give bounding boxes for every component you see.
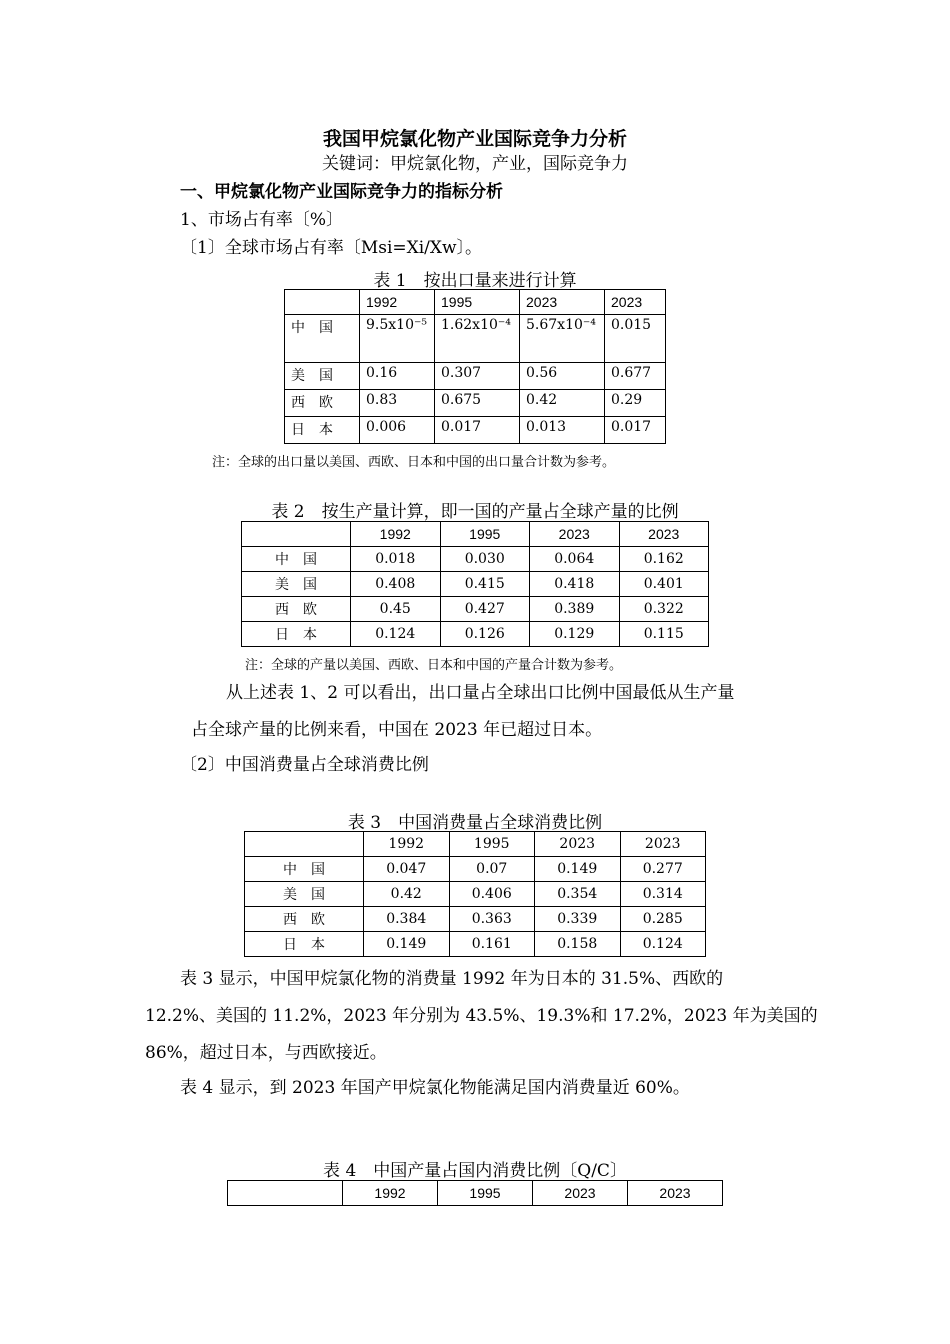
table1-header-blank xyxy=(285,290,360,315)
table3-cell: 0.406 xyxy=(449,882,535,907)
table1-row-label: 西 欧 xyxy=(285,390,360,417)
table4-header-blank xyxy=(228,1181,343,1206)
table2-cell: 0.401 xyxy=(619,572,709,597)
table4-caption: 表 4 中国产量占国内消费比例〔Q/C〕 xyxy=(323,1161,627,1181)
table1-note: 注：全球的出口量以美国、西欧、日本和中国的出口量合计数为参考。 xyxy=(212,455,616,470)
table2-cell: 0.129 xyxy=(530,622,620,647)
table3-header: 1992 xyxy=(364,832,450,857)
table3-row-label: 中 国 xyxy=(245,857,364,882)
table1-row-label: 美 国 xyxy=(285,363,360,390)
paragraph-2-line-3: 86%，超过日本，与西欧接近。 xyxy=(145,1043,387,1063)
table2-cell: 0.162 xyxy=(619,547,709,572)
subheading-market-share: 1、市场占有率〔%〕 xyxy=(180,210,343,230)
table1-cell: 0.013 xyxy=(520,417,605,444)
table3-cell: 0.42 xyxy=(364,882,450,907)
table2-row-label: 中 国 xyxy=(242,547,351,572)
table1-cell: 0.16 xyxy=(360,363,435,390)
table2-cell: 0.45 xyxy=(351,597,441,622)
table3-row-label: 美 国 xyxy=(245,882,364,907)
paragraph-2-line-2: 12.2%、美国的 11.2%，2023 年分别为 43.5%、19.3%和 17.2%，2023 年为美国的 xyxy=(145,1006,818,1026)
section-heading-1: 一、甲烷氯化物产业国际竞争力的指标分析 xyxy=(180,182,503,202)
paragraph-2-line-1: 表 3 显示，中国甲烷氯化物的消费量 1992 年为日本的 31.5%、西欧的 xyxy=(180,969,724,989)
table3-header: 1995 xyxy=(449,832,535,857)
table1-cell: 0.677 xyxy=(605,363,666,390)
table1-cell: 0.015 xyxy=(605,315,666,363)
table2-row-label: 西 欧 xyxy=(242,597,351,622)
table1-cell: 0.675 xyxy=(435,390,520,417)
table3-row-label: 日 本 xyxy=(245,932,364,957)
keywords-line: 关键词：甲烷氯化物，产业，国际竞争力 xyxy=(322,154,628,174)
table2-row-label: 美 国 xyxy=(242,572,351,597)
table2-cell: 0.389 xyxy=(530,597,620,622)
table1-cell: 9.5x10⁻⁵ xyxy=(360,315,435,363)
table3-cell: 0.363 xyxy=(449,907,535,932)
table4-header: 1995 xyxy=(438,1181,533,1206)
table2-caption: 表 2 按生产量计算，即一国的产量占全球产量的比例 xyxy=(271,502,679,522)
table2-header: 1995 xyxy=(440,522,530,547)
table2 xyxy=(241,521,709,647)
table2-note: 注：全球的产量以美国、西欧、日本和中国的产量合计数为参考。 xyxy=(245,658,623,673)
table1-cell: 0.29 xyxy=(605,390,666,417)
table3-cell: 0.158 xyxy=(535,932,621,957)
table1-cell: 0.56 xyxy=(520,363,605,390)
table1-header: 1995 xyxy=(435,290,520,315)
table4-header: 2023 xyxy=(628,1181,723,1206)
table1-row-label: 日 本 xyxy=(285,417,360,444)
table4-header: 2023 xyxy=(533,1181,628,1206)
table3-cell: 0.384 xyxy=(364,907,450,932)
table2-cell: 0.115 xyxy=(619,622,709,647)
table2-cell: 0.064 xyxy=(530,547,620,572)
table3-cell: 0.161 xyxy=(449,932,535,957)
table2-header-blank xyxy=(242,522,351,547)
table2-cell: 0.408 xyxy=(351,572,441,597)
table2-cell: 0.018 xyxy=(351,547,441,572)
table1-header: 1992 xyxy=(360,290,435,315)
table2-cell: 0.322 xyxy=(619,597,709,622)
table3-cell: 0.277 xyxy=(620,857,706,882)
table1-cell: 0.307 xyxy=(435,363,520,390)
table1-cell: 0.017 xyxy=(605,417,666,444)
table3-cell: 0.149 xyxy=(364,932,450,957)
table3-cell: 0.07 xyxy=(449,857,535,882)
page-title: 我国甲烷氯化物产业国际竞争力分析 xyxy=(322,128,627,150)
paragraph-3: 表 4 显示，到 2023 年国产甲烷氯化物能满足国内消费量近 60%。 xyxy=(180,1078,690,1098)
table1-cell: 0.017 xyxy=(435,417,520,444)
subheading-china-consumption: 〔2〕中国消费量占全球消费比例 xyxy=(180,755,429,775)
table2-row-label: 日 本 xyxy=(242,622,351,647)
table1-caption: 表 1 按出口量来进行计算 xyxy=(373,271,577,291)
table3-cell: 0.149 xyxy=(535,857,621,882)
subheading-global-share: 〔1〕全球市场占有率〔Msi=Xi/Xw〕。 xyxy=(180,238,483,258)
table3-header: 2023 xyxy=(620,832,706,857)
table4-header: 1992 xyxy=(343,1181,438,1206)
table3-cell: 0.339 xyxy=(535,907,621,932)
table3-header-blank xyxy=(245,832,364,857)
table4 xyxy=(227,1180,723,1206)
table2-header: 1992 xyxy=(351,522,441,547)
table2-cell: 0.030 xyxy=(440,547,530,572)
table3-cell: 0.047 xyxy=(364,857,450,882)
table3-header: 2023 xyxy=(535,832,621,857)
table3-row-label: 西 欧 xyxy=(245,907,364,932)
table3-cell: 0.124 xyxy=(620,932,706,957)
table1 xyxy=(284,289,666,444)
table2-cell: 0.124 xyxy=(351,622,441,647)
table3-cell: 0.314 xyxy=(620,882,706,907)
table1-cell: 0.83 xyxy=(360,390,435,417)
table2-header: 2023 xyxy=(530,522,620,547)
table1-cell: 0.006 xyxy=(360,417,435,444)
table1-cell: 0.42 xyxy=(520,390,605,417)
table3-cell: 0.354 xyxy=(535,882,621,907)
table2-cell: 0.427 xyxy=(440,597,530,622)
table2-header: 2023 xyxy=(619,522,709,547)
table2-cell: 0.415 xyxy=(440,572,530,597)
table1-header: 2023 xyxy=(520,290,605,315)
table1-cell: 5.67x10⁻⁴ xyxy=(520,315,605,363)
table3-cell: 0.285 xyxy=(620,907,706,932)
paragraph-1-line-1: 从上述表 1、2 可以看出，出口量占全球出口比例中国最低从生产量 xyxy=(226,683,735,703)
table3 xyxy=(244,831,706,957)
table3-caption: 表 3 中国消费量占全球消费比例 xyxy=(347,813,603,833)
table2-cell: 0.126 xyxy=(440,622,530,647)
table1-row-label: 中 国 xyxy=(285,315,360,363)
table2-cell: 0.418 xyxy=(530,572,620,597)
table1-header: 2023 xyxy=(605,290,666,315)
paragraph-1-line-2: 占全球产量的比例来看，中国在 2023 年已超过日本。 xyxy=(191,720,603,740)
table1-cell: 1.62x10⁻⁴ xyxy=(435,315,520,363)
